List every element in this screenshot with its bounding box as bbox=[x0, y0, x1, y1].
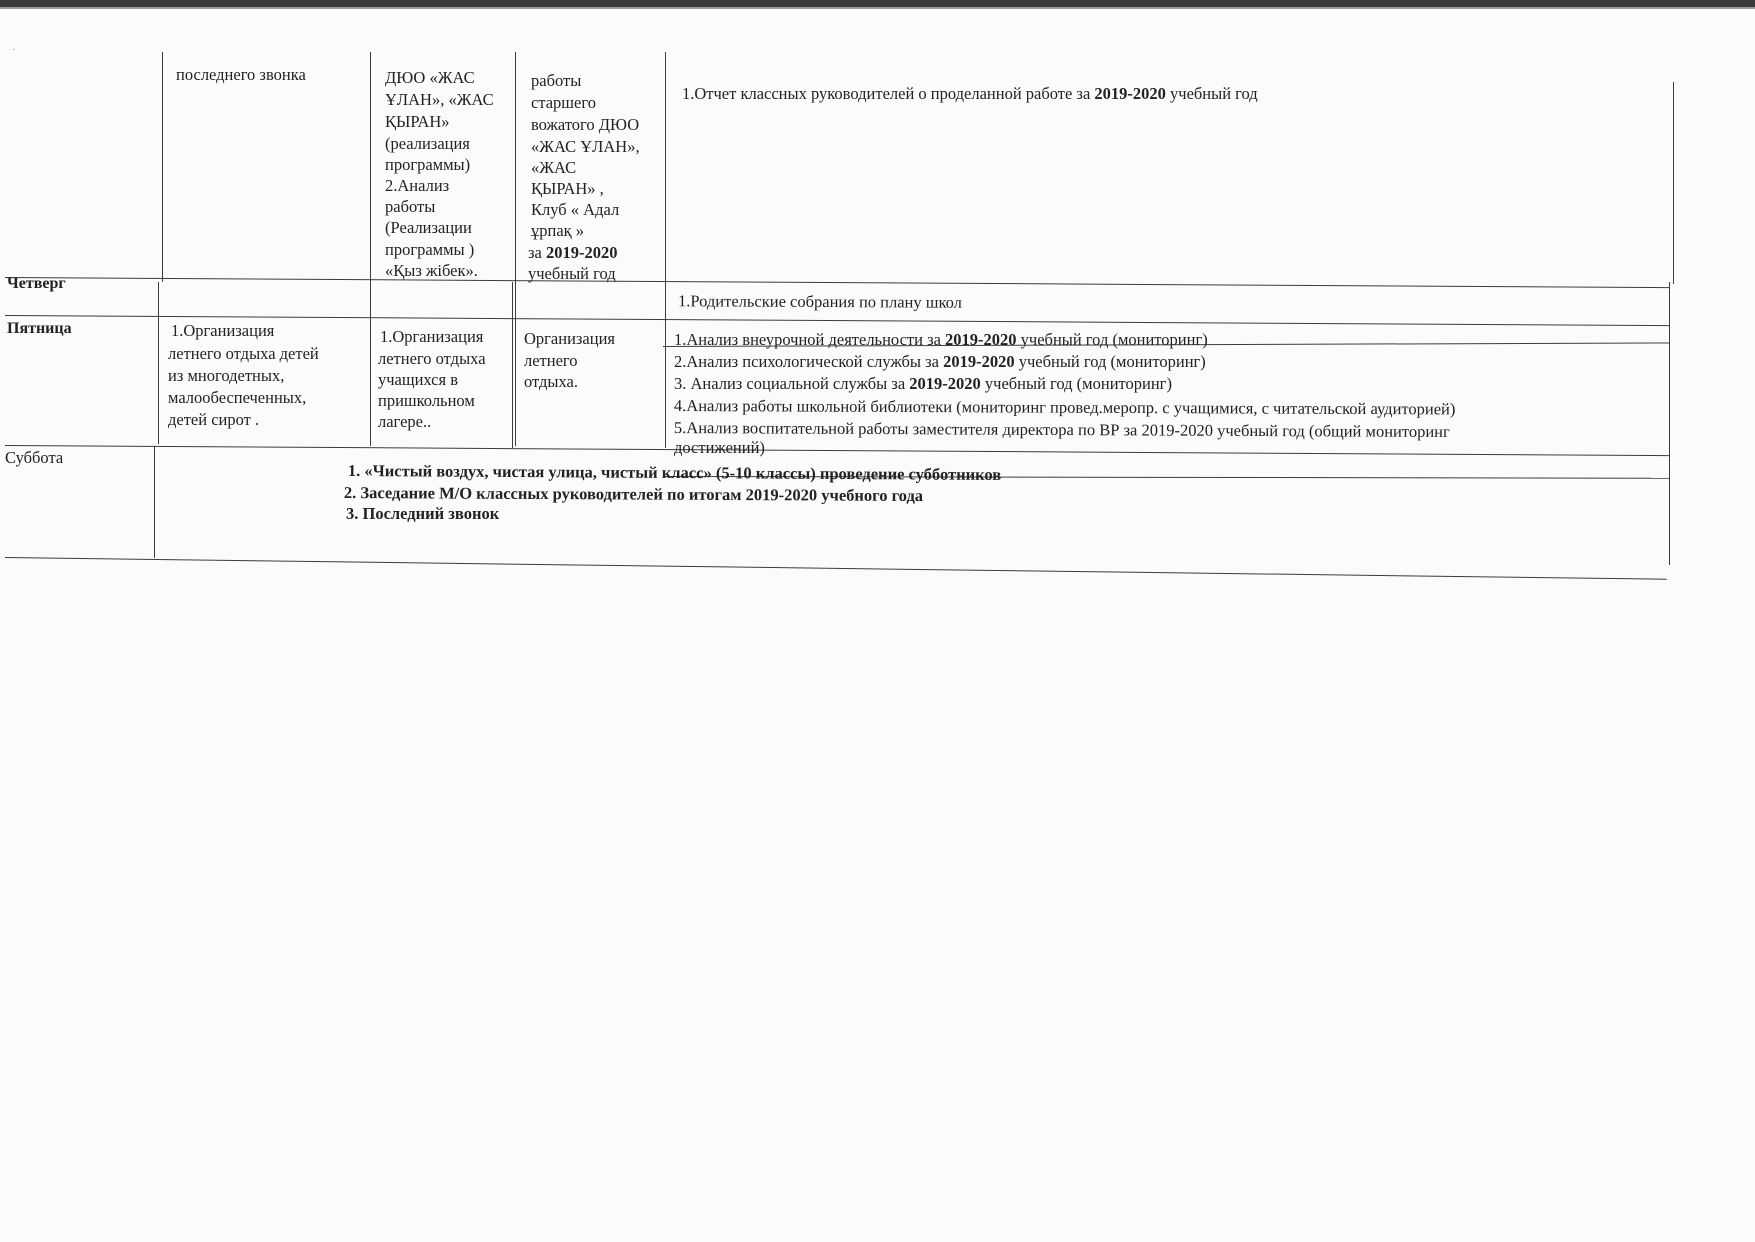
cell-row1-col5: 1.Отчет классных руководителей о проделанной работе за 2019-2020 учебный год bbox=[682, 84, 1258, 103]
scan-top-edge-shadow bbox=[0, 7, 1755, 9]
cell-thursday-col5: 1.Родительские собрания по плану школ bbox=[677, 291, 962, 312]
list-item: 5.Анализ воспитательной работы заместителя директора по ВР за 2019-2020 учебный год (общий мониторинг bbox=[673, 418, 1450, 442]
list-item: 3. Анализ социальной службы за 2019-2020 учебный год (мониторинг) bbox=[674, 374, 1172, 393]
list-item: 1. «Чистый воздух, чистая улица, чистый класс» (5-10 классы) проведение субботников bbox=[347, 460, 1002, 484]
cell-row1-col2: последнего звонка bbox=[176, 65, 306, 84]
cropped-header-fragment: · bbox=[12, 44, 17, 56]
list-item: 4.Анализ работы школьной библиотеки (мониторинг провед.меропр. с учащимися, с читательской аудиторией) bbox=[673, 396, 1456, 419]
list-item: 1.Анализ внеурочной деятельности за 2019-2020 учебный год (мониторинг) bbox=[674, 330, 1208, 349]
day-label-thursday: Четверг bbox=[7, 275, 66, 292]
list-item: 2. Заседание М/О классных руководителей по итогам 2019-2020 учебного года bbox=[343, 483, 924, 506]
list-item: 3. Последний звонок bbox=[346, 504, 500, 523]
list-item: 2.Анализ психологической службы за 2019-2020 учебный год (мониторинг) bbox=[674, 352, 1206, 371]
day-label-friday: Пятница bbox=[7, 320, 72, 337]
list-item: достижений) bbox=[674, 438, 765, 457]
day-label-saturday: Суббота bbox=[5, 448, 64, 467]
scan-top-edge bbox=[0, 0, 1755, 7]
